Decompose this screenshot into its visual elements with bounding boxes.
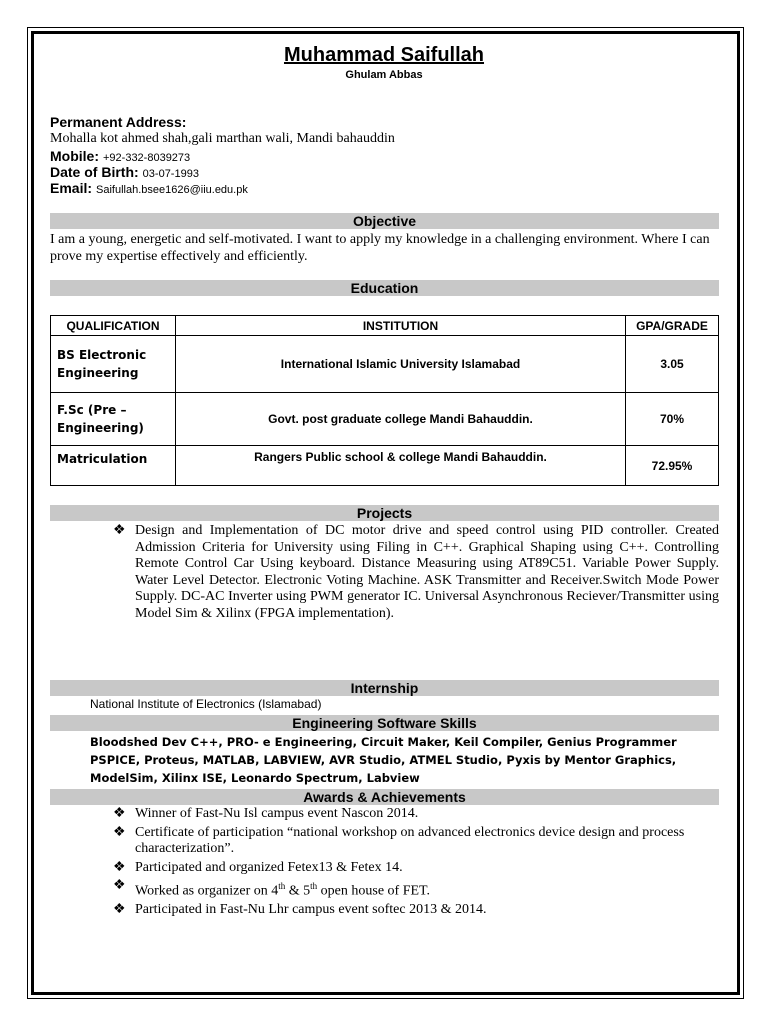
- software-line: Bloodshed Dev C++, PRO- e Engineering, Circuit Maker, Keil Compiler, Genius Programmer: [90, 735, 677, 749]
- institution-cell: Rangers Public school & college Mandi Bahauddin.: [176, 446, 626, 486]
- award-text: Winner of Fast-Nu Isl campus event Nascon 2014.: [135, 806, 419, 821]
- list-item: [113, 902, 719, 919]
- dob-line: Date of Birth: 03-07-1993: [50, 164, 199, 180]
- projects-list: [113, 523, 719, 622]
- software-skills: [90, 733, 710, 787]
- qualification-cell: Matriculation: [51, 446, 176, 486]
- bullet-icon: ❖: [113, 824, 126, 840]
- software-heading: Engineering Software Skills: [50, 715, 719, 731]
- institution-cell: Govt. post graduate college Mandi Bahauddin.: [176, 393, 626, 446]
- grade-cell: 3.05: [626, 336, 719, 393]
- bullet-icon: ❖: [113, 902, 126, 918]
- projects-heading: Projects: [50, 505, 719, 521]
- award-text: Worked as organizer on 4th & 5th open house of FET.: [135, 881, 431, 899]
- address-label: Permanent Address:: [50, 114, 187, 130]
- col-grade: GPA/GRADE: [626, 316, 719, 336]
- qualification-cell: F.Sc (Pre – Engineering): [51, 393, 176, 446]
- mobile-line: Mobile: +92-332-8039273: [50, 148, 191, 164]
- objective-text: I am a young, energetic and self-motivated. I want to apply my knowledge in a challenging environment. Where I can prove my expertise effectively and efficiently.: [50, 232, 710, 264]
- award-text: Certificate of participation “national workshop on advanced electronics device design and process characterization”.: [135, 824, 685, 856]
- bullet-icon: ❖: [113, 859, 126, 875]
- table-row: [51, 446, 719, 486]
- award-text: Participated in Fast-Nu Lhr campus event softec 2013 & 2014.: [135, 902, 487, 918]
- dob-value: 03-07-1993: [142, 168, 199, 180]
- table-row: [51, 336, 719, 393]
- email-line: Email: Saifullah.bsee1626@iiu.edu.pk: [50, 180, 248, 196]
- address-value: Mohalla kot ahmed shah,gali marthan wali, Mandi bahauddin: [50, 131, 395, 146]
- education-table: [50, 315, 719, 486]
- list-item: [113, 806, 719, 823]
- education-heading: Education: [50, 280, 719, 296]
- software-line: PSPICE, Proteus, MATLAB, LABVIEW, AVR Studio, ATMEL Studio, Pyxis by Mentor Graphics,: [90, 753, 677, 767]
- software-line: ModelSim, Xilinx ISE, Leonardo Spectrum, Labview: [90, 771, 420, 785]
- candidate-name: Muhammad Saifullah: [283, 44, 485, 66]
- internship-text: National Institute of Electronics (Islamabad): [90, 697, 322, 711]
- bullet-icon: ❖: [113, 806, 126, 821]
- award-text: Participated and organized Fetex13 & Fetex 14.: [135, 859, 403, 875]
- bullet-icon: ❖: [113, 523, 126, 538]
- table-header-row: [51, 316, 719, 336]
- list-item: [113, 878, 719, 900]
- grade-cell: 72.95%: [626, 446, 719, 486]
- list-item: [113, 523, 719, 622]
- col-qualification: QUALIFICATION: [51, 316, 176, 336]
- col-institution: INSTITUTION: [176, 316, 626, 336]
- awards-heading: Awards & Achievements: [50, 789, 719, 805]
- internship-heading: Internship: [50, 680, 719, 696]
- father-name: Ghulam Abbas: [345, 69, 423, 81]
- institution-cell: International Islamic University Islamabad: [176, 336, 626, 393]
- email-value: Saifullah.bsee1626@iiu.edu.pk: [96, 184, 248, 196]
- grade-cell: 70%: [626, 393, 719, 446]
- list-item: [113, 825, 719, 858]
- table-row: [51, 393, 719, 446]
- objective-heading: Objective: [50, 213, 719, 229]
- qualification-cell: BS Electronic Engineering: [51, 336, 176, 393]
- awards-list: [113, 806, 719, 919]
- bullet-icon: ❖: [113, 878, 126, 893]
- projects-text: Design and Implementation of DC motor drive and speed control using PID controller. Created Admission Criteria for University using Filing in C++. Graphical Shaping using C++. Controlling Remote Control Car Using keyboard. Distance Measuring using AT89C51. Variable Power Supply. Water Level Detector. Electronic Voting Machine. ASK Transmitter and Receiver.Switch Mode Power Supply. DC-AC Inverter using PWM generator IC. Universal Asynchronous Reciever/Transmitter using Model Sim & Xilinx (FPGA implementation).: [135, 523, 719, 621]
- mobile-value: +92-332-8039273: [103, 152, 191, 164]
- list-item: [113, 860, 719, 877]
